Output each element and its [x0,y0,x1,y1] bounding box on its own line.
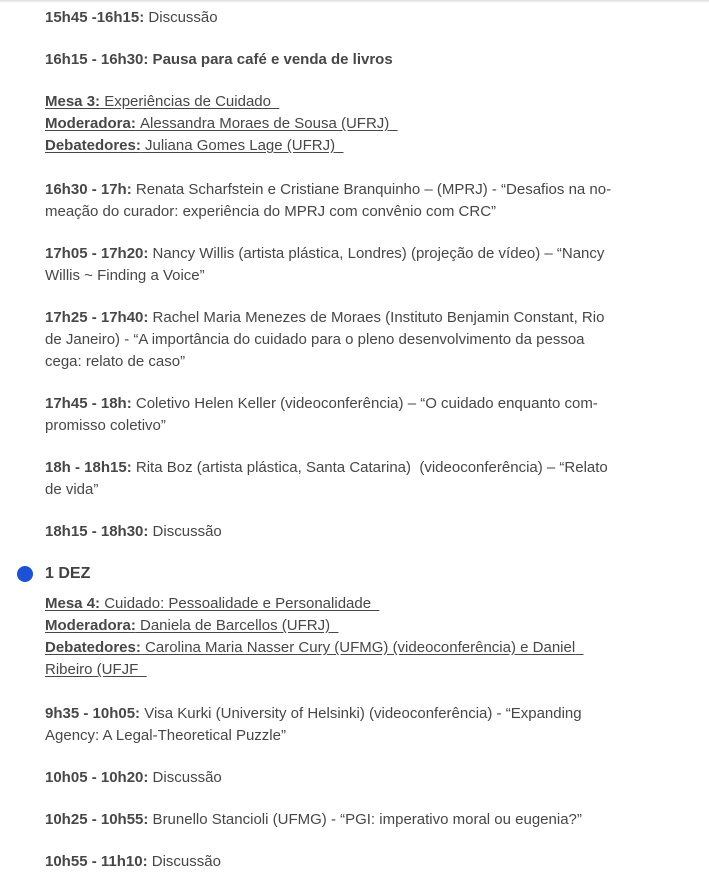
entry-text: Visa Kurki (University of Helsinki) (videoconferência) - “Expanding [140,705,582,722]
session-row-text: Alessandra Moraes de Sousa (UFRJ) [135,115,390,132]
entry-line [45,703,689,725]
session-row-label: Moderadora: [45,617,136,634]
entry-text: Coletivo Helen Keller (videoconferência) – “O cuidado enquanto com- [131,395,598,412]
entry-text-line: promisso coletivo” [45,417,166,434]
entry-line [45,179,689,201]
entry-text-line: de vida” [45,481,99,498]
entry-line [45,7,689,29]
entry-text: Discussão [147,853,221,870]
session-block [45,593,689,681]
schedule-entry [45,393,689,437]
entry-time: 9h35 - 10h05: [45,705,141,722]
entry-text: Rita Boz (artista plástica, Santa Catarina) (videoconferência) – “Relato [131,459,608,476]
entry-time: 17h05 - 17h20: [45,245,149,262]
entry-line [45,851,689,873]
entry-text: Discussão [144,9,218,26]
session-row-continuation: Ribeiro (UFJF [45,661,139,678]
session-block [45,91,689,157]
entry-text: Pausa para café e venda de livros [148,51,393,68]
session-row-text: Cuidado: Pessoalidade e Personalidade [100,595,372,612]
session-row-debatedores [45,135,689,157]
entry-text-line: Agency: A Legal-Theoretical Puzzle” [45,727,286,744]
session-row-label: Mesa 4: [45,595,101,612]
session-row-label: Debatedores: [45,639,141,656]
entry-text: Rachel Maria Menezes de Moraes (Instituto Benjamin Constant, Rio [148,309,605,326]
session-row-text: Juliana Gomes Lage (UFRJ) [140,137,336,154]
schedule-entry [45,49,689,71]
entry-text: Nancy Willis (artista plástica, Londres) (projeção de vídeo) – “Nancy [148,245,605,262]
session-row-moderadora [45,113,689,135]
date-bullet-icon [17,566,33,582]
entry-text-line: meação do curador: experiência do MPRJ com convênio com CRC” [45,203,497,220]
entry-time: 17h25 - 17h40: [45,309,149,326]
entry-text-line: de Janeiro) - “A importância do cuidado para o pleno desenvolvimento da pessoa [45,331,585,348]
entry-time: 15h45 -16h15: [45,9,145,26]
entry-time: 16h15 - 16h30: [45,51,149,68]
entry-time: 16h30 - 17h: [45,181,132,198]
session-row-text: Daniela de Barcellos (UFRJ) [135,617,331,634]
entry-line [45,457,689,479]
entry-line [45,767,689,789]
entry-line [45,307,689,329]
entry-time: 18h - 18h15: [45,459,132,476]
session-row-text: Experiências de Cuidado [100,93,271,110]
session-row-debatedores [45,637,689,659]
schedule-entry [45,851,689,873]
schedule-entry [45,521,689,543]
date-marker [45,563,689,585]
session-row-label: Moderadora: [45,115,136,132]
entry-line [45,243,689,265]
session-row-label: Mesa 3: [45,93,101,110]
session-row-label: Debatedores: [45,137,141,154]
session-row-moderadora [45,615,689,637]
schedule-entry [45,809,689,831]
schedule-entry [45,457,689,501]
entry-text: Renata Scharfstein e Cristiane Branquinho – (MPRJ) - “Desafios na no- [131,181,612,198]
entry-text-line: cega: relato de caso” [45,353,186,370]
entry-text: Discussão [148,769,222,786]
entry-line [45,809,689,831]
session-row-mesa3 [45,91,689,113]
entry-time: 10h05 - 10h20: [45,769,149,786]
schedule-entry [45,767,689,789]
entry-text: Discussão [148,523,222,540]
entry-line [45,521,689,543]
entry-time: 18h15 - 18h30: [45,523,149,540]
entry-line [45,49,689,71]
entry-time: 17h45 - 18h: [45,395,132,412]
date-label: 1 DEZ [45,565,91,582]
entry-time: 10h25 - 10h55: [45,811,149,828]
entry-line [45,393,689,415]
schedule-entry [45,7,689,29]
session-row-text: Carolina Maria Nasser Cury (UFMG) (videoconferência) e Daniel [140,639,576,656]
schedule-entry [45,179,689,223]
schedule-entry [45,243,689,287]
entry-text-line: Willis ~ Finding a Voice” [45,267,205,284]
entry-text: Brunello Stancioli (UFMG) - “PGI: imperativo moral ou eugenia?” [148,811,582,828]
session-row-mesa4 [45,593,689,615]
schedule-entry [45,703,689,747]
entry-time: 10h55 - 11h10: [45,853,148,870]
schedule-entry [45,307,689,373]
